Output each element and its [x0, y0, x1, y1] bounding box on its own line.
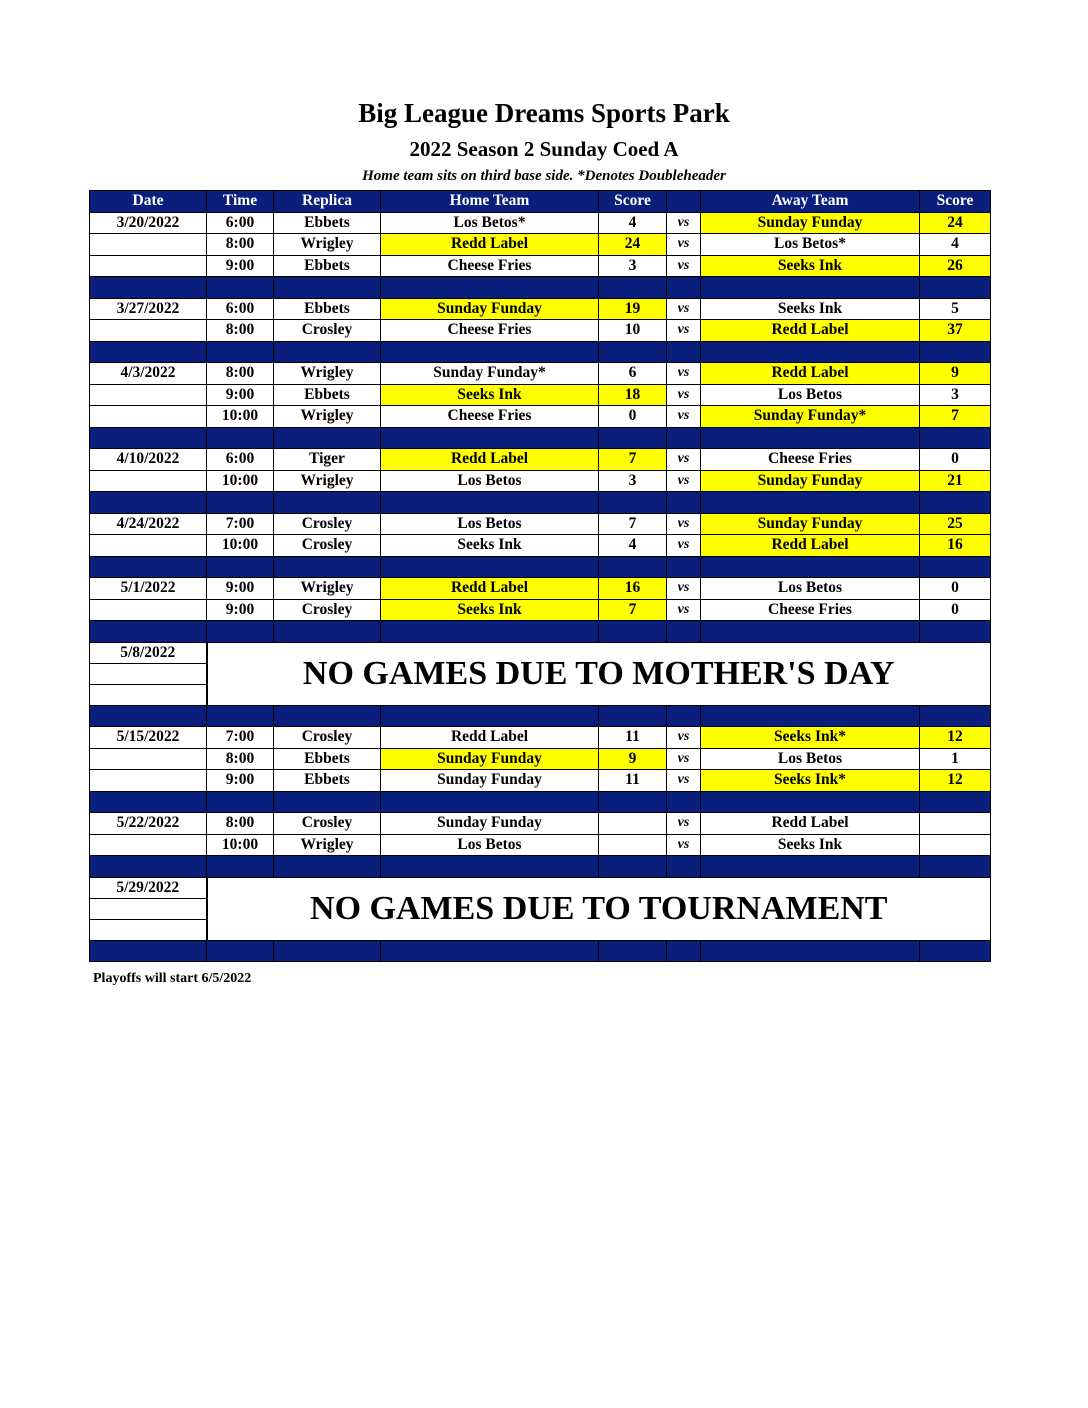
home-team-cell: Los Betos: [381, 834, 599, 856]
away-team-cell: Redd Label: [701, 320, 920, 342]
home-score-cell: 7: [599, 449, 667, 471]
time-cell: 8:00: [207, 748, 274, 770]
home-team-cell: Cheese Fries: [381, 320, 599, 342]
date-cell: 4/3/2022: [90, 363, 207, 385]
separator-cell: [920, 492, 991, 514]
separator-cell: [207, 621, 274, 643]
away-score-cell: 1: [920, 748, 991, 770]
separator-cell: [701, 791, 920, 813]
game-row: [90, 470, 991, 492]
col-home-score: Score: [599, 191, 667, 213]
away-score-cell: 26: [920, 255, 991, 277]
separator-cell: [207, 556, 274, 578]
home-score-cell: 18: [599, 384, 667, 406]
separator-cell: [701, 492, 920, 514]
date-cell: 5/22/2022: [90, 813, 207, 835]
game-row: [90, 748, 991, 770]
game-row: [90, 578, 991, 600]
home-score-cell: 4: [599, 212, 667, 234]
schedule-table: [89, 190, 991, 962]
separator-cell: [701, 621, 920, 643]
week-separator: [90, 856, 991, 878]
col-home-team: Home Team: [381, 191, 599, 213]
away-score-cell: 37: [920, 320, 991, 342]
separator-cell: [599, 940, 667, 962]
time-cell: 9:00: [207, 599, 274, 621]
away-team-cell: Los Betos: [701, 748, 920, 770]
home-team-cell: Redd Label: [381, 578, 599, 600]
away-team-cell: Redd Label: [701, 363, 920, 385]
separator-cell: [701, 940, 920, 962]
separator-cell: [599, 705, 667, 727]
away-score-cell: 0: [920, 599, 991, 621]
date-cell: [90, 320, 207, 342]
replica-cell: Crosley: [274, 320, 381, 342]
replica-cell: Wrigley: [274, 406, 381, 428]
time-cell: 7:00: [207, 513, 274, 535]
vs-cell: vs: [667, 535, 701, 557]
away-team-cell: Seeks Ink: [701, 298, 920, 320]
vs-cell: vs: [667, 320, 701, 342]
home-score-cell: 6: [599, 363, 667, 385]
separator-cell: [207, 427, 274, 449]
no-games-message: NO GAMES DUE TO TOURNAMENT: [207, 877, 991, 940]
date-cell: [90, 898, 207, 919]
away-team-cell: Cheese Fries: [701, 599, 920, 621]
separator-cell: [920, 856, 991, 878]
replica-cell: Ebbets: [274, 384, 381, 406]
date-cell: [90, 255, 207, 277]
separator-cell: [207, 705, 274, 727]
home-score-cell: 7: [599, 513, 667, 535]
home-team-cell: Redd Label: [381, 449, 599, 471]
separator-cell: [381, 341, 599, 363]
replica-cell: Ebbets: [274, 748, 381, 770]
time-cell: 7:00: [207, 727, 274, 749]
week-separator: [90, 940, 991, 962]
home-team-cell: Sunday Funday: [381, 813, 599, 835]
week-separator: [90, 705, 991, 727]
home-team-cell: Sunday Funday: [381, 748, 599, 770]
away-score-cell: 12: [920, 770, 991, 792]
home-score-cell: [599, 813, 667, 835]
home-team-cell: Cheese Fries: [381, 255, 599, 277]
separator-cell: [599, 427, 667, 449]
time-cell: 10:00: [207, 406, 274, 428]
separator-cell: [90, 940, 207, 962]
separator-cell: [274, 341, 381, 363]
away-team-cell: Seeks Ink*: [701, 770, 920, 792]
away-score-cell: 7: [920, 406, 991, 428]
home-score-cell: 10: [599, 320, 667, 342]
separator-cell: [274, 621, 381, 643]
vs-cell: vs: [667, 748, 701, 770]
col-time: Time: [207, 191, 274, 213]
separator-cell: [920, 427, 991, 449]
replica-cell: Crosley: [274, 727, 381, 749]
time-cell: 8:00: [207, 813, 274, 835]
date-cell: 4/10/2022: [90, 449, 207, 471]
time-cell: 6:00: [207, 298, 274, 320]
home-score-cell: 3: [599, 470, 667, 492]
away-team-cell: Seeks Ink: [701, 834, 920, 856]
date-cell: 3/20/2022: [90, 212, 207, 234]
away-score-cell: 5: [920, 298, 991, 320]
separator-cell: [599, 621, 667, 643]
separator-cell: [90, 621, 207, 643]
home-score-cell: 19: [599, 298, 667, 320]
game-row: [90, 449, 991, 471]
week-separator: [90, 427, 991, 449]
game-row: [90, 599, 991, 621]
away-score-cell: 12: [920, 727, 991, 749]
col-replica: Replica: [274, 191, 381, 213]
separator-cell: [381, 277, 599, 299]
separator-cell: [920, 940, 991, 962]
no-games-row: [90, 642, 991, 663]
separator-cell: [381, 940, 599, 962]
home-team-cell: Sunday Funday: [381, 298, 599, 320]
vs-cell: vs: [667, 470, 701, 492]
separator-cell: [90, 556, 207, 578]
date-cell: [90, 535, 207, 557]
home-team-cell: Los Betos: [381, 513, 599, 535]
col-away-team: Away Team: [701, 191, 920, 213]
time-cell: 10:00: [207, 535, 274, 557]
replica-cell: Wrigley: [274, 470, 381, 492]
replica-cell: Crosley: [274, 599, 381, 621]
separator-cell: [599, 856, 667, 878]
vs-cell: vs: [667, 770, 701, 792]
vs-cell: vs: [667, 813, 701, 835]
home-score-cell: 11: [599, 727, 667, 749]
game-row: [90, 234, 991, 256]
away-score-cell: 16: [920, 535, 991, 557]
date-cell: [90, 406, 207, 428]
separator-cell: [274, 277, 381, 299]
away-team-cell: Cheese Fries: [701, 449, 920, 471]
separator-cell: [920, 705, 991, 727]
separator-cell: [381, 856, 599, 878]
game-row: [90, 727, 991, 749]
replica-cell: Ebbets: [274, 212, 381, 234]
separator-cell: [599, 556, 667, 578]
time-cell: 9:00: [207, 384, 274, 406]
replica-cell: Crosley: [274, 513, 381, 535]
home-score-cell: 7: [599, 599, 667, 621]
separator-cell: [667, 791, 701, 813]
away-score-cell: 0: [920, 578, 991, 600]
home-score-cell: [599, 834, 667, 856]
game-row: [90, 320, 991, 342]
game-row: [90, 770, 991, 792]
game-row: [90, 535, 991, 557]
date-cell: [90, 234, 207, 256]
separator-cell: [381, 556, 599, 578]
header-row: [90, 191, 991, 213]
away-score-cell: 0: [920, 449, 991, 471]
separator-cell: [667, 492, 701, 514]
separator-cell: [667, 621, 701, 643]
home-team-cell: Los Betos: [381, 470, 599, 492]
away-score-cell: [920, 834, 991, 856]
date-cell: [90, 770, 207, 792]
date-cell: 5/1/2022: [90, 578, 207, 600]
separator-cell: [599, 791, 667, 813]
separator-cell: [701, 277, 920, 299]
separator-cell: [274, 856, 381, 878]
separator-cell: [701, 556, 920, 578]
away-score-cell: [920, 813, 991, 835]
home-score-cell: 3: [599, 255, 667, 277]
vs-cell: vs: [667, 449, 701, 471]
col-away-score: Score: [920, 191, 991, 213]
game-row: [90, 363, 991, 385]
col-date: Date: [90, 191, 207, 213]
vs-cell: vs: [667, 212, 701, 234]
week-separator: [90, 341, 991, 363]
separator-cell: [667, 705, 701, 727]
home-score-cell: 24: [599, 234, 667, 256]
page-title: Big League Dreams Sports Park: [358, 98, 730, 128]
game-row: [90, 255, 991, 277]
away-team-cell: Sunday Funday: [701, 212, 920, 234]
separator-cell: [701, 856, 920, 878]
replica-cell: Ebbets: [274, 255, 381, 277]
time-cell: 10:00: [207, 834, 274, 856]
separator-cell: [667, 341, 701, 363]
vs-cell: vs: [667, 255, 701, 277]
separator-cell: [920, 791, 991, 813]
away-team-cell: Seeks Ink: [701, 255, 920, 277]
separator-cell: [701, 341, 920, 363]
separator-cell: [381, 427, 599, 449]
separator-cell: [274, 556, 381, 578]
game-row: [90, 813, 991, 835]
time-cell: 8:00: [207, 363, 274, 385]
replica-cell: Wrigley: [274, 834, 381, 856]
replica-cell: Wrigley: [274, 234, 381, 256]
separator-cell: [920, 556, 991, 578]
home-team-cell: Redd Label: [381, 234, 599, 256]
date-cell: 3/27/2022: [90, 298, 207, 320]
game-row: [90, 212, 991, 234]
away-score-cell: 4: [920, 234, 991, 256]
home-score-cell: 16: [599, 578, 667, 600]
separator-cell: [207, 492, 274, 514]
no-games-message: NO GAMES DUE TO MOTHER'S DAY: [207, 642, 991, 705]
time-cell: 8:00: [207, 234, 274, 256]
vs-cell: vs: [667, 578, 701, 600]
game-row: [90, 834, 991, 856]
separator-cell: [207, 341, 274, 363]
time-cell: 9:00: [207, 255, 274, 277]
home-team-cell: Seeks Ink: [381, 599, 599, 621]
separator-cell: [381, 705, 599, 727]
doubleheader-note: Home team sits on third base side. *Denotes Doubleheader: [362, 168, 726, 184]
home-team-cell: Sunday Funday*: [381, 363, 599, 385]
separator-cell: [207, 856, 274, 878]
separator-cell: [599, 277, 667, 299]
separator-cell: [381, 492, 599, 514]
separator-cell: [920, 341, 991, 363]
away-score-cell: 3: [920, 384, 991, 406]
time-cell: 9:00: [207, 578, 274, 600]
vs-cell: vs: [667, 834, 701, 856]
separator-cell: [207, 940, 274, 962]
home-team-cell: Seeks Ink: [381, 535, 599, 557]
separator-cell: [207, 277, 274, 299]
home-team-cell: Sunday Funday: [381, 770, 599, 792]
separator-cell: [207, 791, 274, 813]
separator-cell: [90, 277, 207, 299]
home-score-cell: 4: [599, 535, 667, 557]
separator-cell: [701, 427, 920, 449]
away-team-cell: Sunday Funday: [701, 513, 920, 535]
separator-cell: [701, 705, 920, 727]
date-cell: [90, 919, 207, 940]
separator-cell: [381, 621, 599, 643]
separator-cell: [90, 427, 207, 449]
page-subtitle: 2022 Season 2 Sunday Coed A: [409, 137, 679, 161]
separator-cell: [667, 427, 701, 449]
date-cell: [90, 748, 207, 770]
vs-cell: vs: [667, 513, 701, 535]
vs-cell: vs: [667, 298, 701, 320]
separator-cell: [667, 940, 701, 962]
away-team-cell: Sunday Funday: [701, 470, 920, 492]
separator-cell: [599, 341, 667, 363]
date-cell: [90, 384, 207, 406]
vs-cell: vs: [667, 363, 701, 385]
vs-cell: vs: [667, 406, 701, 428]
separator-cell: [599, 492, 667, 514]
away-team-cell: Redd Label: [701, 813, 920, 835]
away-score-cell: 24: [920, 212, 991, 234]
home-score-cell: 0: [599, 406, 667, 428]
date-cell: [90, 834, 207, 856]
game-row: [90, 513, 991, 535]
away-team-cell: Seeks Ink*: [701, 727, 920, 749]
week-separator: [90, 621, 991, 643]
time-cell: 6:00: [207, 449, 274, 471]
away-team-cell: Los Betos*: [701, 234, 920, 256]
home-team-cell: Los Betos*: [381, 212, 599, 234]
separator-cell: [667, 856, 701, 878]
replica-cell: Tiger: [274, 449, 381, 471]
time-cell: 10:00: [207, 470, 274, 492]
date-cell: 5/15/2022: [90, 727, 207, 749]
game-row: [90, 384, 991, 406]
replica-cell: Crosley: [274, 535, 381, 557]
separator-cell: [274, 492, 381, 514]
date-cell: 5/8/2022: [90, 642, 207, 663]
home-score-cell: 9: [599, 748, 667, 770]
week-separator: [90, 556, 991, 578]
vs-cell: vs: [667, 599, 701, 621]
away-score-cell: 9: [920, 363, 991, 385]
away-team-cell: Redd Label: [701, 535, 920, 557]
game-row: [90, 406, 991, 428]
vs-cell: vs: [667, 727, 701, 749]
separator-cell: [274, 791, 381, 813]
separator-cell: [274, 940, 381, 962]
home-team-cell: Redd Label: [381, 727, 599, 749]
separator-cell: [920, 621, 991, 643]
schedule-body: [90, 212, 991, 962]
separator-cell: [667, 556, 701, 578]
time-cell: 6:00: [207, 212, 274, 234]
separator-cell: [90, 705, 207, 727]
away-team-cell: Sunday Funday*: [701, 406, 920, 428]
date-cell: [90, 599, 207, 621]
playoffs-note: Playoffs will start 6/5/2022: [93, 971, 252, 986]
home-team-cell: Cheese Fries: [381, 406, 599, 428]
home-score-cell: 11: [599, 770, 667, 792]
separator-cell: [90, 492, 207, 514]
vs-cell: vs: [667, 234, 701, 256]
home-team-cell: Seeks Ink: [381, 384, 599, 406]
time-cell: 9:00: [207, 770, 274, 792]
replica-cell: Crosley: [274, 813, 381, 835]
week-separator: [90, 277, 991, 299]
away-team-cell: Los Betos: [701, 578, 920, 600]
no-games-row: [90, 877, 991, 898]
separator-cell: [274, 705, 381, 727]
date-cell: [90, 684, 207, 705]
date-cell: 5/29/2022: [90, 877, 207, 898]
game-row: [90, 298, 991, 320]
week-separator: [90, 791, 991, 813]
away-score-cell: 25: [920, 513, 991, 535]
replica-cell: Ebbets: [274, 770, 381, 792]
separator-cell: [274, 427, 381, 449]
separator-cell: [920, 277, 991, 299]
separator-cell: [381, 791, 599, 813]
date-cell: [90, 470, 207, 492]
replica-cell: Wrigley: [274, 363, 381, 385]
col-vs: [667, 191, 701, 213]
separator-cell: [667, 277, 701, 299]
separator-cell: [90, 791, 207, 813]
time-cell: 8:00: [207, 320, 274, 342]
vs-cell: vs: [667, 384, 701, 406]
date-cell: 4/24/2022: [90, 513, 207, 535]
replica-cell: Wrigley: [274, 578, 381, 600]
separator-cell: [90, 341, 207, 363]
separator-cell: [90, 856, 207, 878]
away-score-cell: 21: [920, 470, 991, 492]
away-team-cell: Los Betos: [701, 384, 920, 406]
replica-cell: Ebbets: [274, 298, 381, 320]
date-cell: [90, 663, 207, 684]
week-separator: [90, 492, 991, 514]
